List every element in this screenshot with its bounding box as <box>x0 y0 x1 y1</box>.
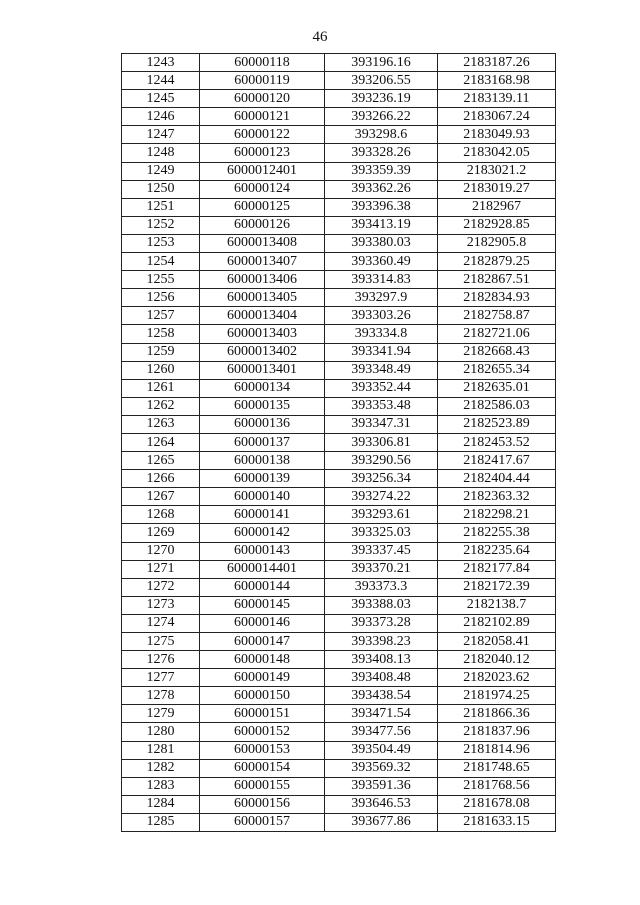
point-id-cell: 60000141 <box>200 506 325 524</box>
point-index-cell: 1276 <box>122 651 200 669</box>
point-index-cell: 1257 <box>122 307 200 325</box>
point-index-cell: 1285 <box>122 813 200 831</box>
table-row <box>122 343 556 361</box>
x-coordinate-cell: 393293.61 <box>325 506 438 524</box>
y-coordinate-cell: 2183021.2 <box>438 162 556 180</box>
point-id-cell: 6000012401 <box>200 162 325 180</box>
point-index-cell: 1281 <box>122 741 200 759</box>
table-row <box>122 723 556 741</box>
point-index-cell: 1267 <box>122 488 200 506</box>
coordinates-table-body <box>122 54 556 832</box>
x-coordinate-cell: 393298.6 <box>325 126 438 144</box>
point-id-cell: 60000157 <box>200 813 325 831</box>
x-coordinate-cell: 393471.54 <box>325 705 438 723</box>
x-coordinate-cell: 393341.94 <box>325 343 438 361</box>
y-coordinate-cell: 2183139.11 <box>438 90 556 108</box>
point-index-cell: 1258 <box>122 325 200 343</box>
point-index-cell: 1255 <box>122 271 200 289</box>
x-coordinate-cell: 393677.86 <box>325 813 438 831</box>
point-index-cell: 1272 <box>122 578 200 596</box>
x-coordinate-cell: 393380.03 <box>325 234 438 252</box>
point-id-cell: 60000124 <box>200 180 325 198</box>
y-coordinate-cell: 2182023.62 <box>438 669 556 687</box>
x-coordinate-cell: 393352.44 <box>325 379 438 397</box>
y-coordinate-cell: 2182172.39 <box>438 578 556 596</box>
point-id-cell: 60000147 <box>200 633 325 651</box>
table-row <box>122 542 556 560</box>
x-coordinate-cell: 393297.9 <box>325 289 438 307</box>
point-id-cell: 60000125 <box>200 198 325 216</box>
x-coordinate-cell: 393196.16 <box>325 54 438 72</box>
point-id-cell: 6000013405 <box>200 289 325 307</box>
point-index-cell: 1249 <box>122 162 200 180</box>
point-index-cell: 1274 <box>122 614 200 632</box>
table-row <box>122 271 556 289</box>
x-coordinate-cell: 393646.53 <box>325 795 438 813</box>
x-coordinate-cell: 393362.26 <box>325 180 438 198</box>
point-id-cell: 60000151 <box>200 705 325 723</box>
y-coordinate-cell: 2182879.25 <box>438 253 556 271</box>
y-coordinate-cell: 2183042.05 <box>438 144 556 162</box>
x-coordinate-cell: 393373.28 <box>325 614 438 632</box>
table-row <box>122 72 556 90</box>
table-row <box>122 234 556 252</box>
table-row <box>122 415 556 433</box>
y-coordinate-cell: 2183168.98 <box>438 72 556 90</box>
table-row <box>122 54 556 72</box>
point-index-cell: 1279 <box>122 705 200 723</box>
y-coordinate-cell: 2182834.93 <box>438 289 556 307</box>
x-coordinate-cell: 393328.26 <box>325 144 438 162</box>
point-id-cell: 60000134 <box>200 379 325 397</box>
table-row <box>122 108 556 126</box>
x-coordinate-cell: 393334.8 <box>325 325 438 343</box>
x-coordinate-cell: 393413.19 <box>325 216 438 234</box>
table-row <box>122 741 556 759</box>
y-coordinate-cell: 2182040.12 <box>438 651 556 669</box>
y-coordinate-cell: 2182255.38 <box>438 524 556 542</box>
point-index-cell: 1275 <box>122 633 200 651</box>
x-coordinate-cell: 393353.48 <box>325 397 438 415</box>
x-coordinate-cell: 393370.21 <box>325 560 438 578</box>
point-id-cell: 60000136 <box>200 415 325 433</box>
y-coordinate-cell: 2181768.56 <box>438 777 556 795</box>
x-coordinate-cell: 393360.49 <box>325 253 438 271</box>
x-coordinate-cell: 393266.22 <box>325 108 438 126</box>
point-index-cell: 1265 <box>122 452 200 470</box>
point-id-cell: 60000118 <box>200 54 325 72</box>
point-id-cell: 60000155 <box>200 777 325 795</box>
point-id-cell: 60000148 <box>200 651 325 669</box>
y-coordinate-cell: 2182523.89 <box>438 415 556 433</box>
table-row <box>122 506 556 524</box>
point-id-cell: 60000143 <box>200 542 325 560</box>
point-id-cell: 60000149 <box>200 669 325 687</box>
point-id-cell: 60000120 <box>200 90 325 108</box>
table-row <box>122 777 556 795</box>
x-coordinate-cell: 393388.03 <box>325 596 438 614</box>
table-row <box>122 759 556 777</box>
y-coordinate-cell: 2181837.96 <box>438 723 556 741</box>
point-index-cell: 1244 <box>122 72 200 90</box>
x-coordinate-cell: 393373.3 <box>325 578 438 596</box>
point-index-cell: 1270 <box>122 542 200 560</box>
coordinates-table <box>121 53 556 832</box>
y-coordinate-cell: 2182928.85 <box>438 216 556 234</box>
table-row <box>122 596 556 614</box>
y-coordinate-cell: 2181678.08 <box>438 795 556 813</box>
y-coordinate-cell: 2181748.65 <box>438 759 556 777</box>
table-row <box>122 433 556 451</box>
table-row <box>122 795 556 813</box>
point-id-cell: 60000144 <box>200 578 325 596</box>
y-coordinate-cell: 2182758.87 <box>438 307 556 325</box>
y-coordinate-cell: 2182177.84 <box>438 560 556 578</box>
y-coordinate-cell: 2182363.32 <box>438 488 556 506</box>
point-index-cell: 1251 <box>122 198 200 216</box>
x-coordinate-cell: 393408.13 <box>325 651 438 669</box>
y-coordinate-cell: 2183049.93 <box>438 126 556 144</box>
x-coordinate-cell: 393408.48 <box>325 669 438 687</box>
point-index-cell: 1278 <box>122 687 200 705</box>
point-index-cell: 1283 <box>122 777 200 795</box>
point-index-cell: 1245 <box>122 90 200 108</box>
point-index-cell: 1280 <box>122 723 200 741</box>
point-id-cell: 60000139 <box>200 470 325 488</box>
point-index-cell: 1284 <box>122 795 200 813</box>
x-coordinate-cell: 393314.83 <box>325 271 438 289</box>
point-index-cell: 1247 <box>122 126 200 144</box>
y-coordinate-cell: 2183019.27 <box>438 180 556 198</box>
y-coordinate-cell: 2183187.26 <box>438 54 556 72</box>
y-coordinate-cell: 2182635.01 <box>438 379 556 397</box>
x-coordinate-cell: 393303.26 <box>325 307 438 325</box>
table-row <box>122 90 556 108</box>
x-coordinate-cell: 393477.56 <box>325 723 438 741</box>
table-row <box>122 144 556 162</box>
table-row <box>122 162 556 180</box>
table-row <box>122 253 556 271</box>
table-row <box>122 126 556 144</box>
point-index-cell: 1271 <box>122 560 200 578</box>
x-coordinate-cell: 393325.03 <box>325 524 438 542</box>
point-index-cell: 1246 <box>122 108 200 126</box>
point-index-cell: 1254 <box>122 253 200 271</box>
table-row <box>122 669 556 687</box>
point-index-cell: 1269 <box>122 524 200 542</box>
point-id-cell: 60000140 <box>200 488 325 506</box>
x-coordinate-cell: 393438.54 <box>325 687 438 705</box>
y-coordinate-cell: 2182668.43 <box>438 343 556 361</box>
point-index-cell: 1260 <box>122 361 200 379</box>
table-row <box>122 633 556 651</box>
x-coordinate-cell: 393591.36 <box>325 777 438 795</box>
y-coordinate-cell: 2182586.03 <box>438 397 556 415</box>
table-row <box>122 560 556 578</box>
table-row <box>122 307 556 325</box>
table-row <box>122 198 556 216</box>
point-id-cell: 6000013401 <box>200 361 325 379</box>
y-coordinate-cell: 2182453.52 <box>438 433 556 451</box>
point-index-cell: 1248 <box>122 144 200 162</box>
y-coordinate-cell: 2182655.34 <box>438 361 556 379</box>
point-id-cell: 60000138 <box>200 452 325 470</box>
point-index-cell: 1273 <box>122 596 200 614</box>
y-coordinate-cell: 2182967 <box>438 198 556 216</box>
y-coordinate-cell: 2181974.25 <box>438 687 556 705</box>
point-id-cell: 6000014401 <box>200 560 325 578</box>
y-coordinate-cell: 2182138.7 <box>438 596 556 614</box>
point-index-cell: 1250 <box>122 180 200 198</box>
x-coordinate-cell: 393206.55 <box>325 72 438 90</box>
y-coordinate-cell: 2182102.89 <box>438 614 556 632</box>
point-id-cell: 60000126 <box>200 216 325 234</box>
table-row <box>122 524 556 542</box>
point-id-cell: 60000123 <box>200 144 325 162</box>
y-coordinate-cell: 2182905.8 <box>438 234 556 252</box>
x-coordinate-cell: 393306.81 <box>325 433 438 451</box>
y-coordinate-cell: 2182058.41 <box>438 633 556 651</box>
point-index-cell: 1262 <box>122 397 200 415</box>
table-row <box>122 361 556 379</box>
point-id-cell: 6000013408 <box>200 234 325 252</box>
x-coordinate-cell: 393396.38 <box>325 198 438 216</box>
point-index-cell: 1252 <box>122 216 200 234</box>
point-index-cell: 1282 <box>122 759 200 777</box>
table-row <box>122 216 556 234</box>
table-row <box>122 325 556 343</box>
point-id-cell: 60000154 <box>200 759 325 777</box>
point-index-cell: 1266 <box>122 470 200 488</box>
x-coordinate-cell: 393337.45 <box>325 542 438 560</box>
x-coordinate-cell: 393290.56 <box>325 452 438 470</box>
table-row <box>122 614 556 632</box>
y-coordinate-cell: 2182721.06 <box>438 325 556 343</box>
table-row <box>122 470 556 488</box>
point-id-cell: 60000142 <box>200 524 325 542</box>
table-row <box>122 813 556 831</box>
x-coordinate-cell: 393347.31 <box>325 415 438 433</box>
point-id-cell: 60000135 <box>200 397 325 415</box>
point-index-cell: 1264 <box>122 433 200 451</box>
point-id-cell: 6000013406 <box>200 271 325 289</box>
point-id-cell: 60000156 <box>200 795 325 813</box>
point-index-cell: 1261 <box>122 379 200 397</box>
x-coordinate-cell: 393398.23 <box>325 633 438 651</box>
table-row <box>122 651 556 669</box>
page-number: 46 <box>312 29 328 45</box>
y-coordinate-cell: 2183067.24 <box>438 108 556 126</box>
point-id-cell: 60000153 <box>200 741 325 759</box>
table-row <box>122 578 556 596</box>
point-id-cell: 60000119 <box>200 72 325 90</box>
table-row <box>122 180 556 198</box>
y-coordinate-cell: 2181814.96 <box>438 741 556 759</box>
point-id-cell: 60000145 <box>200 596 325 614</box>
table-row <box>122 687 556 705</box>
point-index-cell: 1263 <box>122 415 200 433</box>
point-id-cell: 60000121 <box>200 108 325 126</box>
point-id-cell: 60000137 <box>200 433 325 451</box>
x-coordinate-cell: 393236.19 <box>325 90 438 108</box>
point-id-cell: 60000152 <box>200 723 325 741</box>
point-id-cell: 6000013402 <box>200 343 325 361</box>
x-coordinate-cell: 393359.39 <box>325 162 438 180</box>
table-row <box>122 488 556 506</box>
y-coordinate-cell: 2182417.67 <box>438 452 556 470</box>
table-row <box>122 705 556 723</box>
table-row <box>122 452 556 470</box>
y-coordinate-cell: 2182235.64 <box>438 542 556 560</box>
point-index-cell: 1256 <box>122 289 200 307</box>
y-coordinate-cell: 2182404.44 <box>438 470 556 488</box>
point-id-cell: 6000013407 <box>200 253 325 271</box>
table-row <box>122 379 556 397</box>
point-id-cell: 60000146 <box>200 614 325 632</box>
y-coordinate-cell: 2182867.51 <box>438 271 556 289</box>
y-coordinate-cell: 2181866.36 <box>438 705 556 723</box>
x-coordinate-cell: 393274.22 <box>325 488 438 506</box>
point-id-cell: 60000122 <box>200 126 325 144</box>
x-coordinate-cell: 393256.34 <box>325 470 438 488</box>
point-id-cell: 6000013404 <box>200 307 325 325</box>
x-coordinate-cell: 393569.32 <box>325 759 438 777</box>
point-id-cell: 60000150 <box>200 687 325 705</box>
y-coordinate-cell: 2181633.15 <box>438 813 556 831</box>
point-index-cell: 1253 <box>122 234 200 252</box>
point-index-cell: 1268 <box>122 506 200 524</box>
point-index-cell: 1243 <box>122 54 200 72</box>
table-row <box>122 397 556 415</box>
point-id-cell: 6000013403 <box>200 325 325 343</box>
point-index-cell: 1277 <box>122 669 200 687</box>
y-coordinate-cell: 2182298.21 <box>438 506 556 524</box>
x-coordinate-cell: 393504.49 <box>325 741 438 759</box>
table-row <box>122 289 556 307</box>
point-index-cell: 1259 <box>122 343 200 361</box>
x-coordinate-cell: 393348.49 <box>325 361 438 379</box>
